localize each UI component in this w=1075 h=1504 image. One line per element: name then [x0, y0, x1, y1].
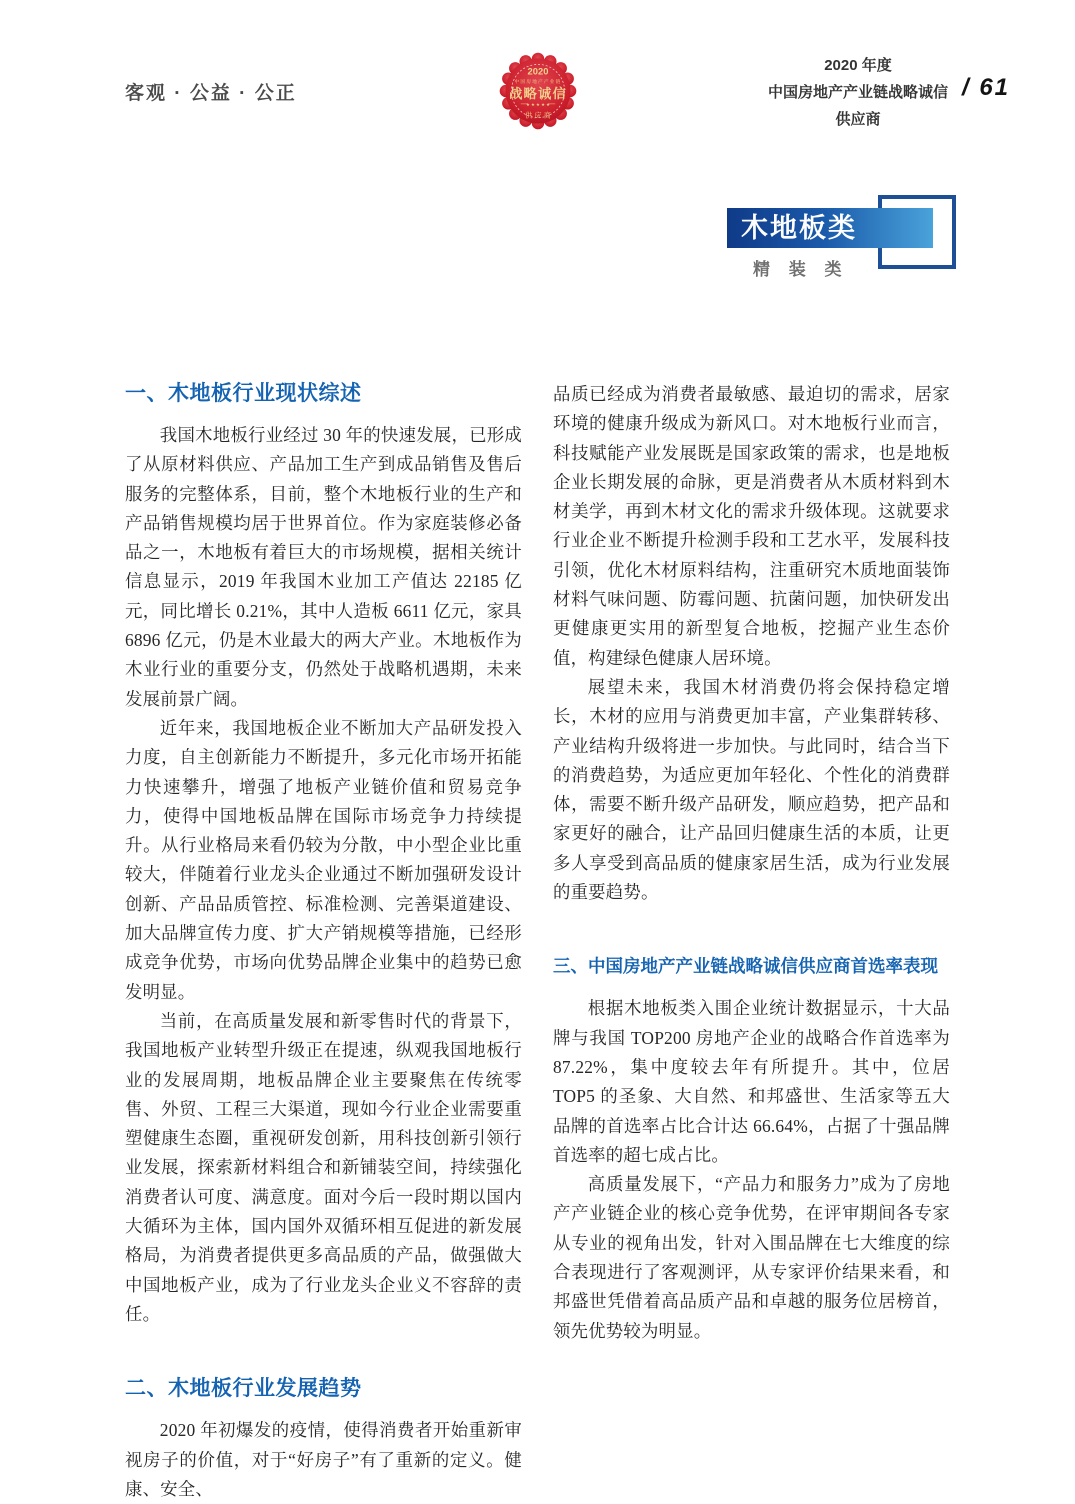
header-supplier-line: 供应商	[835, 111, 881, 128]
section-heading-3: 三、中国房地产产业链战略诚信供应商首选率表现	[553, 956, 938, 977]
category-banner-label: 木地板类	[741, 213, 857, 243]
section-heading-1: 一、木地板行业现状综述	[125, 382, 362, 405]
seal-bottom-text: 供应商	[525, 112, 554, 120]
seal-org-text: 中国房地产产业链	[514, 79, 562, 85]
body-paragraph: 根据木地板类入围企业统计数据显示，十大品牌与我国 TOP200 房地产企业的战略合作首选率为 87.22%，集中度较去年有所提升。其中，位居 TOP5 的圣象、大自然、和邦盛世、生活家等五大品牌的首选率占比合计达 66.64%，占据了十强品牌首选率的超七成占比。	[553, 998, 950, 1165]
body-paragraph: 高质量发展下，“产品力和服务力”成为了房地产产业链企业的核心竞争优势，在评审期间各专家从专业的视角出发，针对入围品牌在七大维度的综合表现进行了客观测评，从专家评价结果来看，和邦盛世凭借着高品质产品和卓越的服务位居榜首，领先优势较为明显。	[553, 1174, 950, 1341]
left-column	[125, 380, 522, 1504]
seal-stars: ★ ★ ★ ★ ★	[525, 101, 551, 107]
category-subtitle: 精 装 类	[753, 260, 849, 279]
seal-year-text: 2020	[527, 66, 549, 77]
page-number: / 61	[962, 74, 1011, 101]
header-org-line: 中国房地产产业链战略诚信	[767, 84, 948, 101]
body-paragraph: 当前，在高质量发展和新零售时代的背景下，我国地板产业转型升级正在提速，纵观我国地板行业的发展周期，地板品牌企业主要聚焦在传统零售、外贸、工程三大渠道，现如今行业企业需要重塑健康生态圈，重视研发创新，用科技创新引领行业发展，探索新材料组合和新铺装空间，持续强化消费者认可度、满意度。面对今后一段时期以国内大循环为主体，国内国外双循环相互促进的新发展格局，为消费者提供更多高品质的产品，做强做大中国地板产业，成为了行业龙头企业义不容辞的责任。	[125, 1010, 522, 1324]
body-paragraph: 2020 年初爆发的疫情，使得消费者开始重新审视房子的价值，对于“好房子”有了重新的定义。健康、安全、	[125, 1420, 522, 1499]
header-year-line: 2020 年度	[824, 57, 892, 74]
body-paragraph: 我国木地板行业经过 30 年的快速发展，已形成了从原材料供应、产品加工生产到成品销售及售后服务的完整体系，目前，整个木地板行业的生产和产品销售规模均居于世界首位。作为家庭装修必备品之一，木地板有着巨大的市场规模，据相关统计信息显示，2019 年我国木业加工产值达 22185 亿元，同比增长 0.21%，其中人造板 6611 亿元，家具 6896 亿元，仍是木业最大的两大产业。木地板作为木业行业的重要分支，仍然处于战略机遇期，未来发展前景广阔。	[125, 425, 522, 709]
right-column	[553, 380, 950, 1346]
section-heading-2: 二、木地板行业发展趋势	[125, 1377, 362, 1401]
body-paragraph: 近年来，我国地板企业不断加大产品研发投入力度，自主创新能力不断提升，多元化市场开拓能力快速攀升，增强了地板产业链价值和贸易竞争力，使得中国地板品牌在国际市场竞争力持续提升。从行业格局来看仍较为分散，中小型企业比重较大，伴随着行业龙头企业通过不断加强研发设计创新、产品品质管控、标准检测、完善渠道建设、加大品牌宣传力度、扩大产销规模等措施，已经形成竞争优势，市场向优势品牌企业集中的趋势已愈发明显。	[125, 717, 522, 1002]
body-paragraph: 展望未来，我国木材消费仍将会保持稳定增长，木材的应用与消费更加丰富，产业集群转移、产业结构升级将进一步加快。与此同时，结合当下的消费趋势，为适应更加年轻化、个性化的消费群体，需要不断升级产品研发，顺应趋势，把产品和家更好的融合，让产品回归健康生活的本质，让更多人享受到高品质的健康家居生活，成为行业发展的重要趋势。	[553, 676, 950, 903]
credibility-seal-icon	[495, 48, 581, 134]
body-paragraph-continuation: 品质已经成为消费者最敏感、最迫切的需求，居家环境的健康升级成为新风口。对木地板行业而言，科技赋能产业发展既是国家政策的需求，也是地板企业长期发展的命脉，更是消费者从木质材料到木材美学，再到木材文化的需求升级体现。这就要求行业企业不断提升检测手段和工艺水平，发展科技引领，优化木材原料结构，注重研究木质地面装饰材料气味问题、防霉问题、抗菌问题，加快研发出更健康更实用的新型复合地板，挖掘产业生态价值，构建绿色健康人居环境。	[553, 384, 950, 668]
header-report-title	[748, 52, 968, 133]
seal-main-text: 战略诚信	[509, 86, 567, 102]
category-banner	[727, 208, 933, 248]
header-slogan: 客观 · 公益 · 公正	[125, 83, 297, 104]
